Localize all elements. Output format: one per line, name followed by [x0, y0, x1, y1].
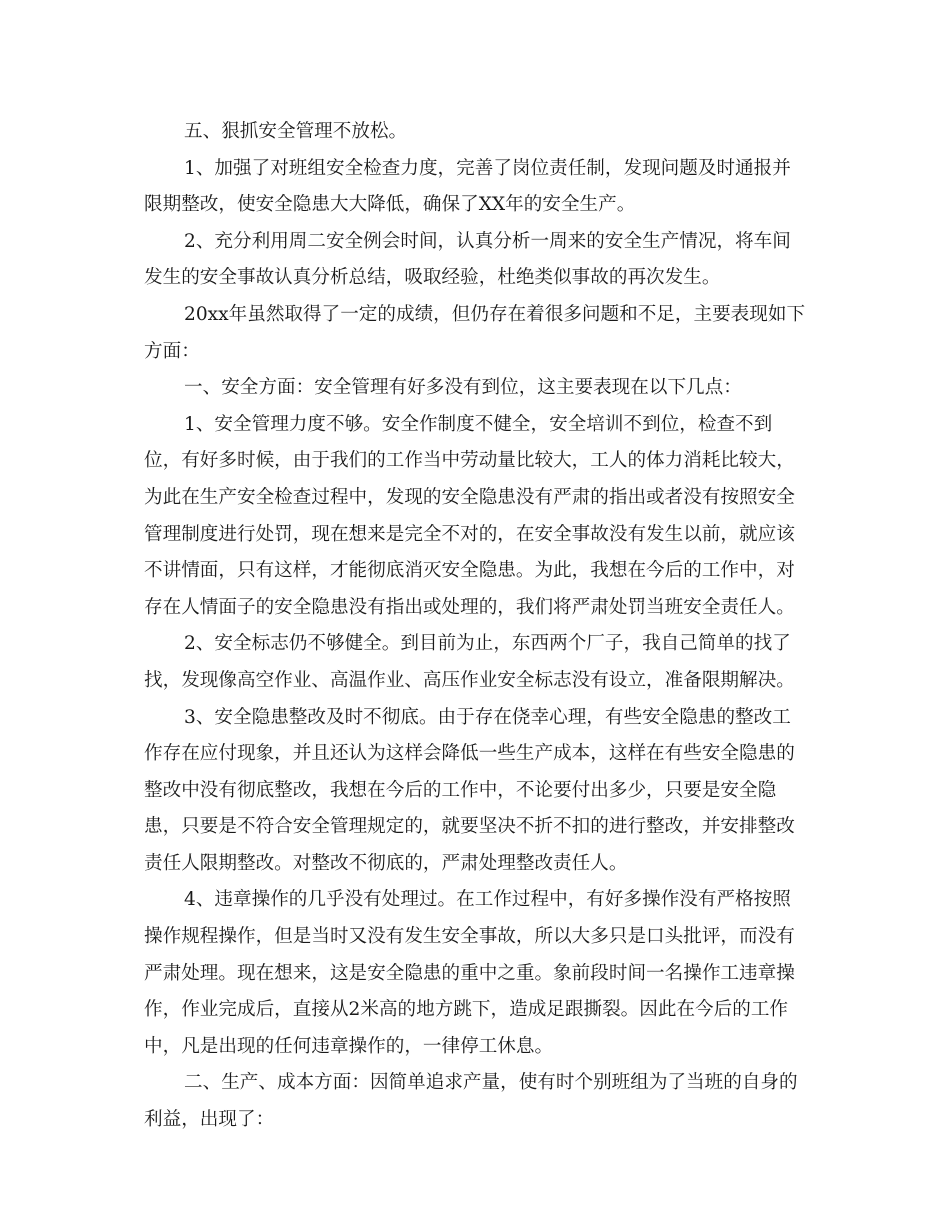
paragraph: 1、安全管理力度不够。安全作制度不健全，安全培训不到位，检查不到位，有好多时候，由于我们的工作当中劳动量比较大，工人的体力消耗比较大，为此在生产安全检查过程中，发现的安全隐患没有严肃的指出或者没有按照安全管理制度进行处罚，现在想来是完全不对的，在安全事故没有发生以前，就应该不讲情面，只有这样，才能彻底消灭安全隐患。为此，我想在今后的工作中，对存在人情面子的安全隐患没有指出或处理的，我们将严肃处罚当班安全责任人。 — [144, 413, 795, 618]
section-heading-production-cost: 二、生产、成本方面：因简单追求产量，使有时个别班组为了当班的自身的利益，出现了： — [144, 1072, 798, 1131]
paragraph: 1、加强了对班组安全检查力度，完善了岗位责任制，发现问题及时通报并限期整改，使安全隐患大大降低，确保了XX年的安全生产。 — [144, 157, 791, 216]
paragraph: 2、充分利用周二安全例会时间，认真分析一周来的安全生产情况，将车间发生的安全事故认真分析总结，吸取经验，杜绝类似事故的再次发生。 — [144, 230, 791, 289]
paragraph: 2、安全标志仍不够健全。到目前为止，东西两个厂子，我自己简单的找了找，发现像高空作业、高温作业、高压作业安全标志没有设立，准备限期解决。 — [144, 633, 795, 691]
document-body — [144, 114, 808, 1139]
paragraph: 20xx年虽然取得了一定的成绩，但仍存在着很多问题和不足，主要表现如下方面： — [144, 303, 806, 362]
section-heading-safety-management: 五、狠抓安全管理不放松。 — [184, 121, 408, 142]
section-heading-safety: 一、安全方面：安全管理有好多没有到位，这主要表现在以下几点： — [184, 377, 742, 399]
paragraph: 3、安全隐患整改及时不彻底。由于存在侥幸心理，有些安全隐患的整改工作存在应付现象，并且还认为这样会降低一些生产成本，这样在有些安全隐患的整改中没有彻底整改，我想在今后的工作中，不论要付出多少，只要是安全隐患，只要是不符合安全管理规定的，就要坚决不折不扣的进行整改，并安排整改责任人限期整改。对整改不彻底的，严肃处理整改责任人。 — [144, 706, 795, 874]
paragraph: 4、违章操作的几乎没有处理过。在工作过程中，有好多操作没有严格按照操作规程操作，但是当时又没有发生安全事故，所以大多只是口头批评，而没有严肃处理。现在想来，这是安全隐患的重中之重。象前段时间一名操作工违章操作，作业完成后，直接从2米高的地方跳下，造成足跟撕裂。因此在今后的工作中，凡是出现的任何违章操作的，一律停工休息。 — [144, 889, 795, 1057]
